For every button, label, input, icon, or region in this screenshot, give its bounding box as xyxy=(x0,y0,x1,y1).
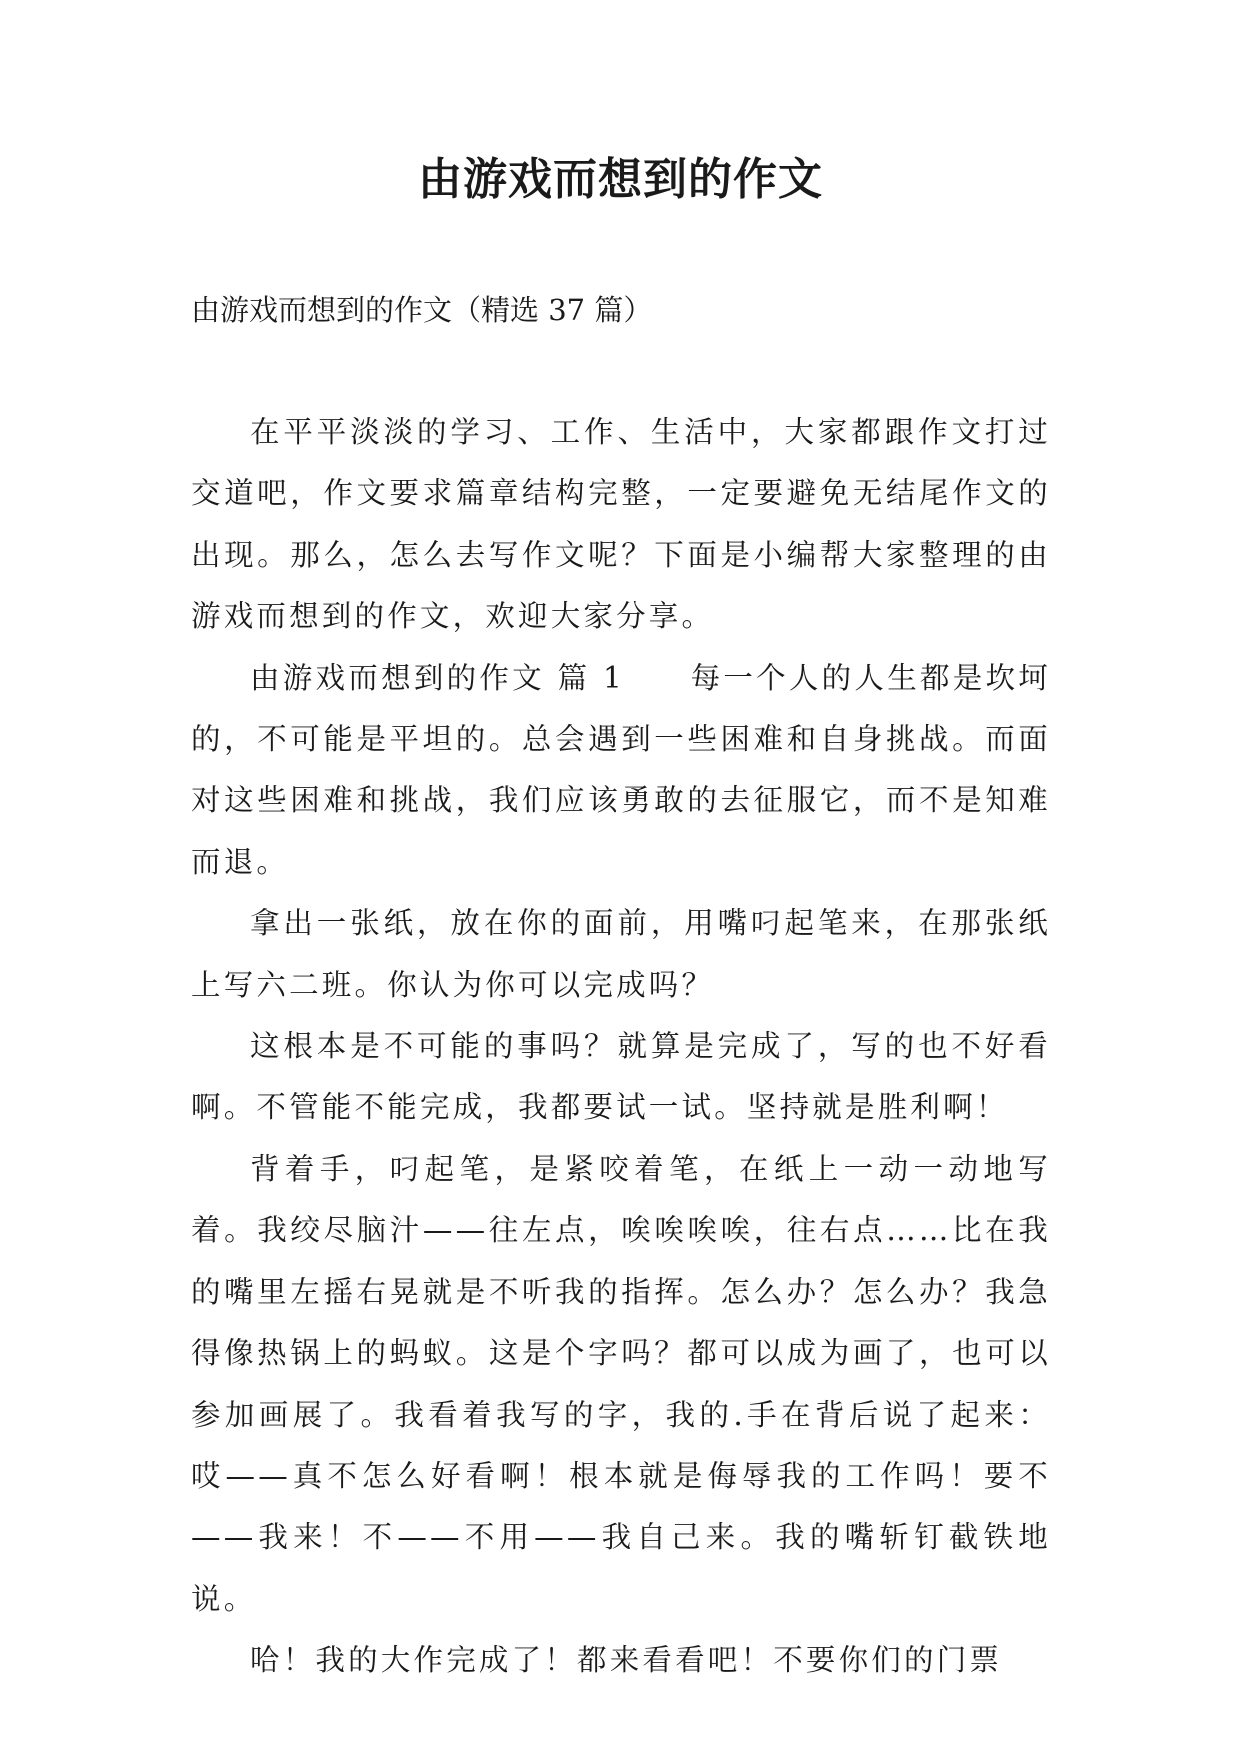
document-body xyxy=(191,402,1051,1692)
document-title: 由游戏而想到的作文 xyxy=(418,154,823,205)
paragraph-writing-process: 背着手，叼起笔，是紧咬着笔，在纸上一动一动地写着。我绞尽脑汁——往左点，唉唉唉唉，往右点……比在我的嘴里左摇右晃就是不听我的指挥。怎么办？怎么办？我急得像热锅上的蚂蚁。这是个字吗？都可以成为画了，也可以参加画展了。我看着我写的字，我的.手在背后说了起来：哎——真不怎么好看啊！根本就是侮辱我的工作吗！要不——我来！不——不用——我自己来。我的嘴斩钉截铁地说。 xyxy=(191,1151,1051,1616)
paragraph-intro: 在平平淡淡的学习、工作、生活中，大家都跟作文打过交道吧，作文要求篇章结构完整，一定要避免无结尾作文的出现。那么，怎么去写作文呢？下面是小编帮大家整理的由游戏而想到的作文，欢迎大家分享。 xyxy=(191,415,1051,634)
document-subtitle: 由游戏而想到的作文（精选 37 篇） xyxy=(191,293,653,327)
paragraph-try-it: 这根本是不可能的事吗？就算是完成了，写的也不好看啊。不管能不能完成，我都要试一试。坚持就是胜利啊！ xyxy=(191,1029,1051,1125)
paragraph-finished: 哈！我的大作完成了！都来看看吧！不要你们的门票 xyxy=(250,1643,1003,1678)
paragraph-paper-task: 拿出一张纸，放在你的面前，用嘴叼起笔来，在那张纸上写六二班。你认为你可以完成吗？ xyxy=(191,906,1051,1002)
paragraph-essay-1-opening: 由游戏而想到的作文 篇 1 每一个人的人生都是坎坷的，不可能是平坦的。总会遇到一些困难和自身挑战。而面对这些困难和挑战，我们应该勇敢的去征服它，而不是知难而退。 xyxy=(191,660,1051,879)
